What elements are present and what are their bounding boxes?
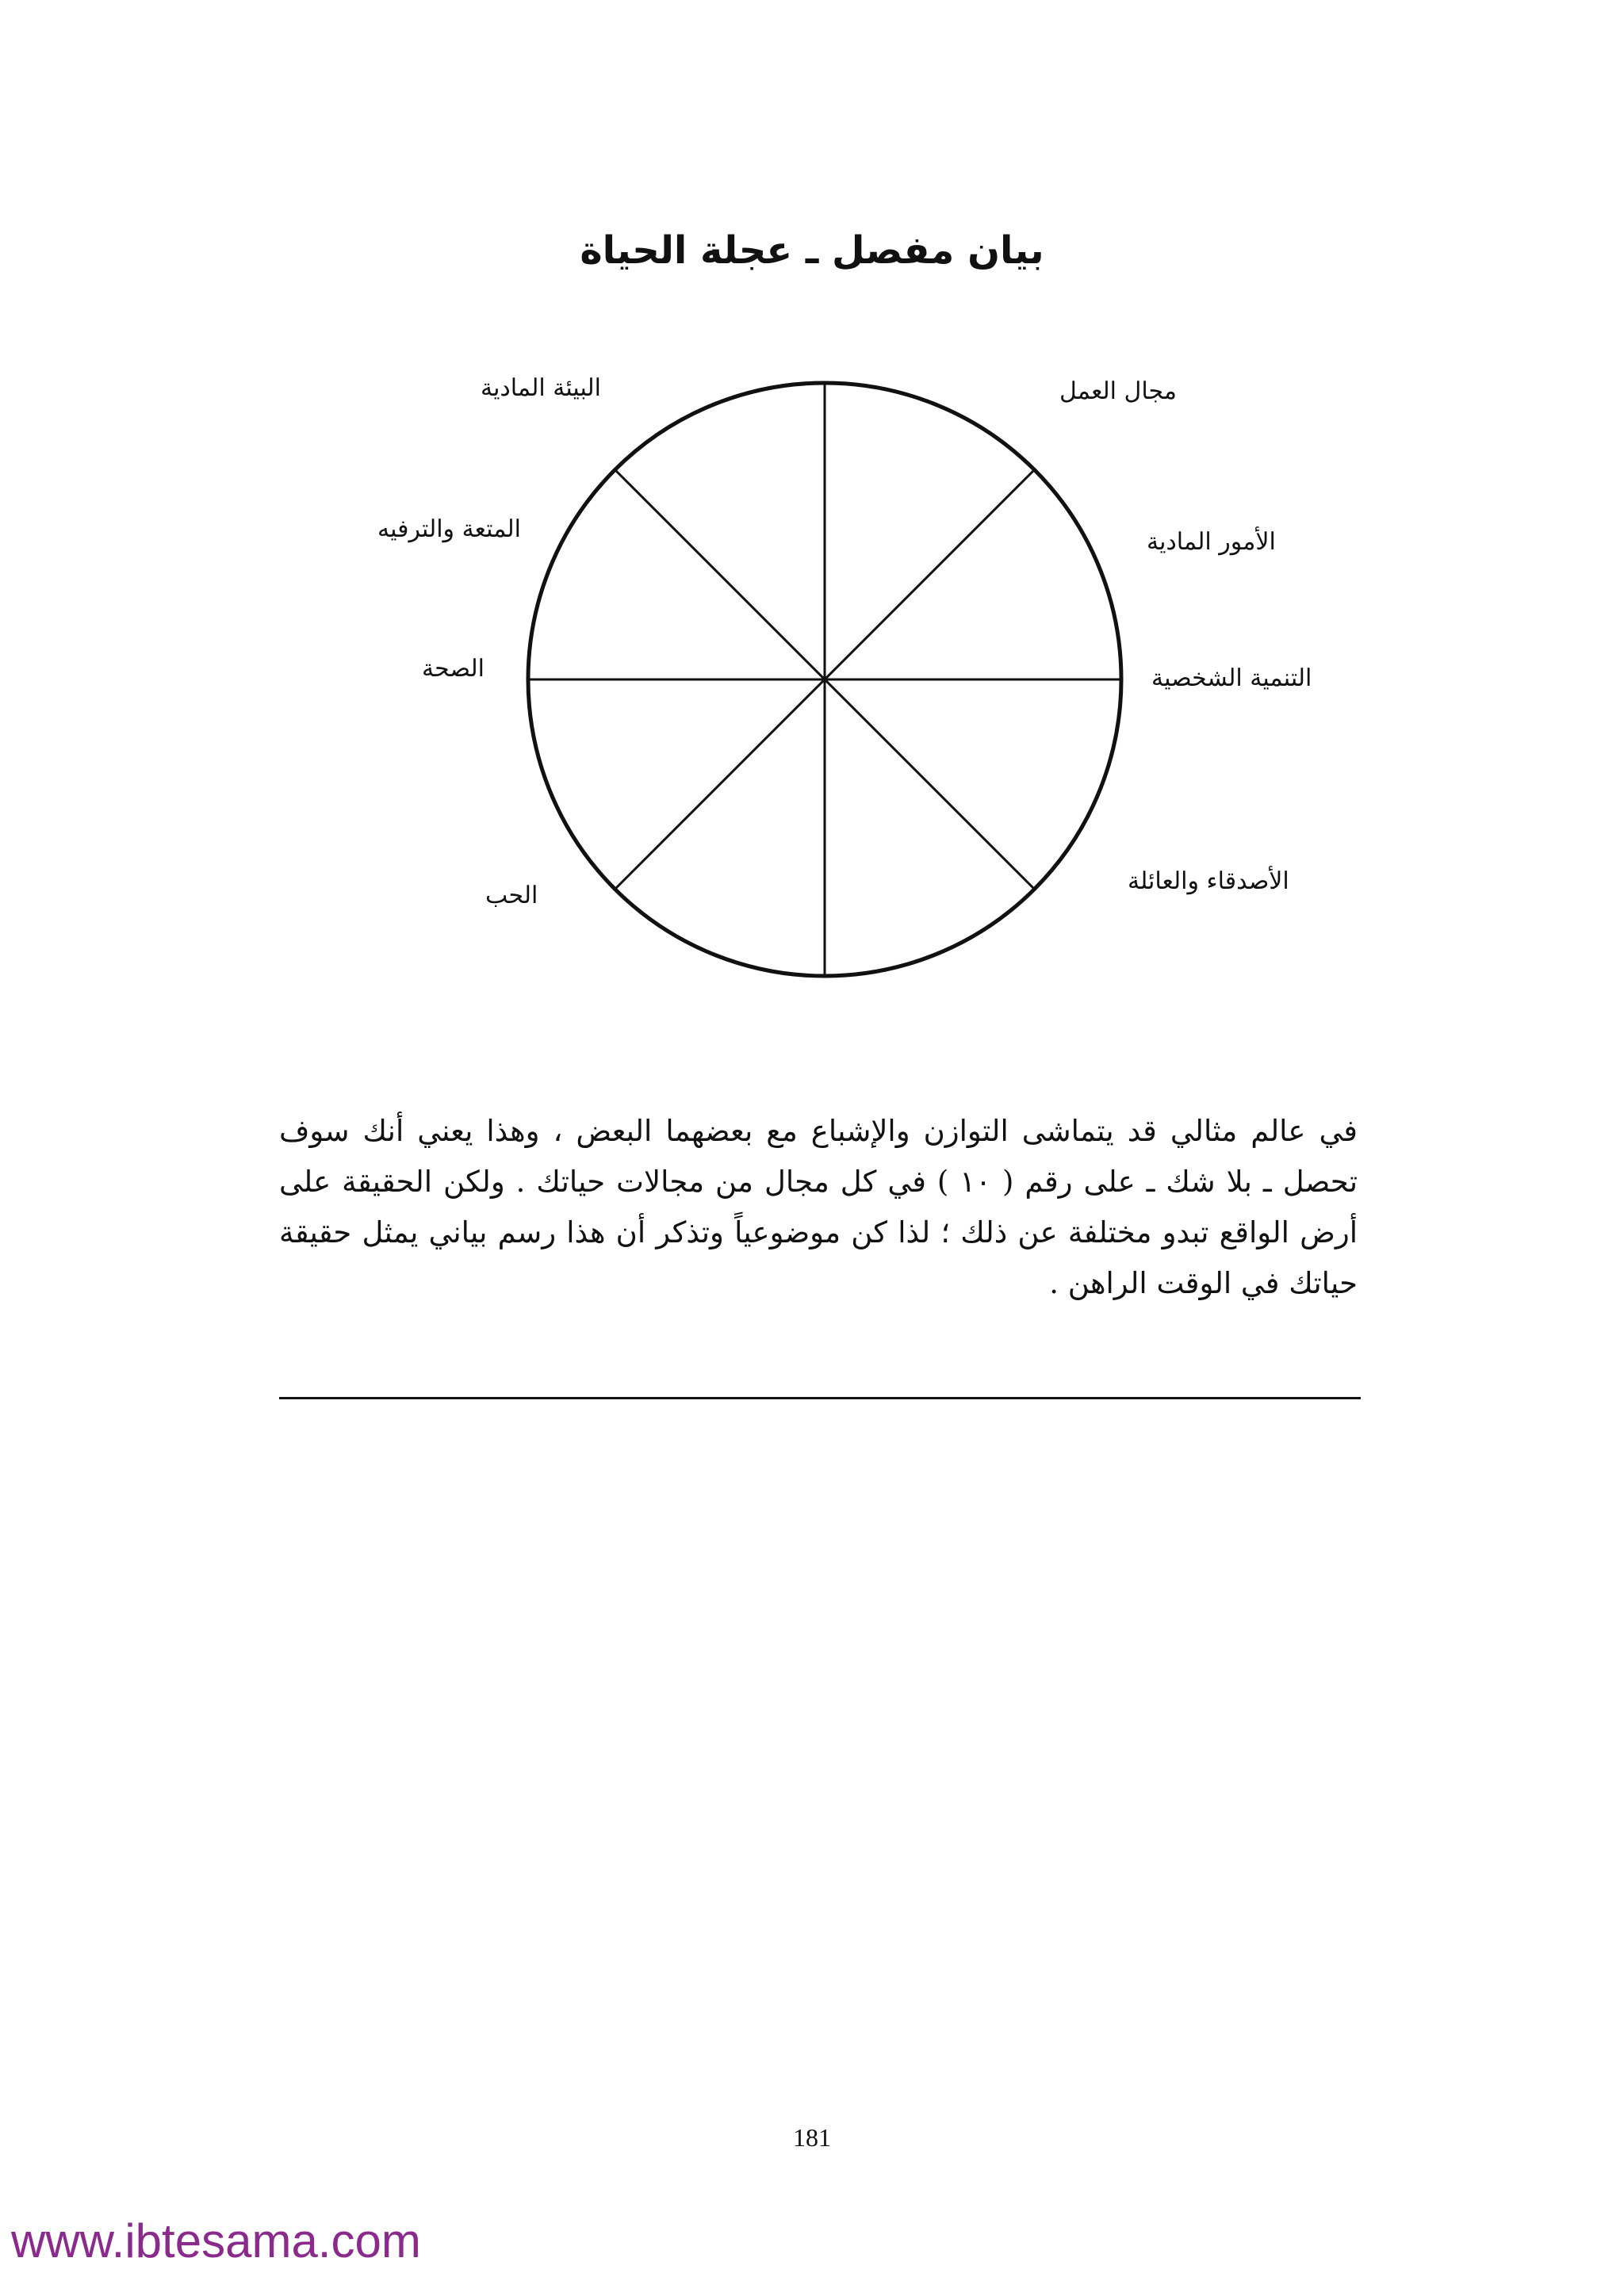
- page-number: 181: [793, 2123, 831, 2152]
- wheel-label-development: التنمية الشخصية: [1151, 664, 1312, 692]
- wheel-label-work: مجال العمل: [1059, 377, 1177, 405]
- body-paragraph: في عالم مثالي قد يتماشى التوازن والإشباع مع بعضهما البعض ، وهذا يعني أنك سوف تحصل ـ بلا شك ـ على رقم ( ١٠ ) في كل مجال من مجالات حياتك . ولكن الحقيقة على أرض الواقع تبدو مختلفة عن ذلك ؛ لذا كن موضوعياً وتذكر أن هذا رسم بياني يمثل حقيقة حياتك في الوقت الراهن .: [279, 1114, 1358, 1300]
- life-wheel-diagram: [0, 0, 1624, 1110]
- site-url-link[interactable]: www.ibtesama.com: [11, 2214, 421, 2267]
- wheel-label-fun: المتعة والترفيه: [377, 515, 522, 543]
- divider-rule: [279, 1397, 1361, 1399]
- wheel-label-material: الأمور المادية: [1147, 528, 1276, 556]
- wheel-label-friends: الأصدقاء والعائلة: [1128, 867, 1289, 895]
- wheel-label-health: الصحة: [422, 655, 485, 683]
- wheel-label-environment: البيئة المادية: [481, 374, 602, 402]
- page-title: بيان مفصل ـ عجلة الحياة: [580, 228, 1044, 273]
- wheel-label-love: الحب: [485, 882, 538, 909]
